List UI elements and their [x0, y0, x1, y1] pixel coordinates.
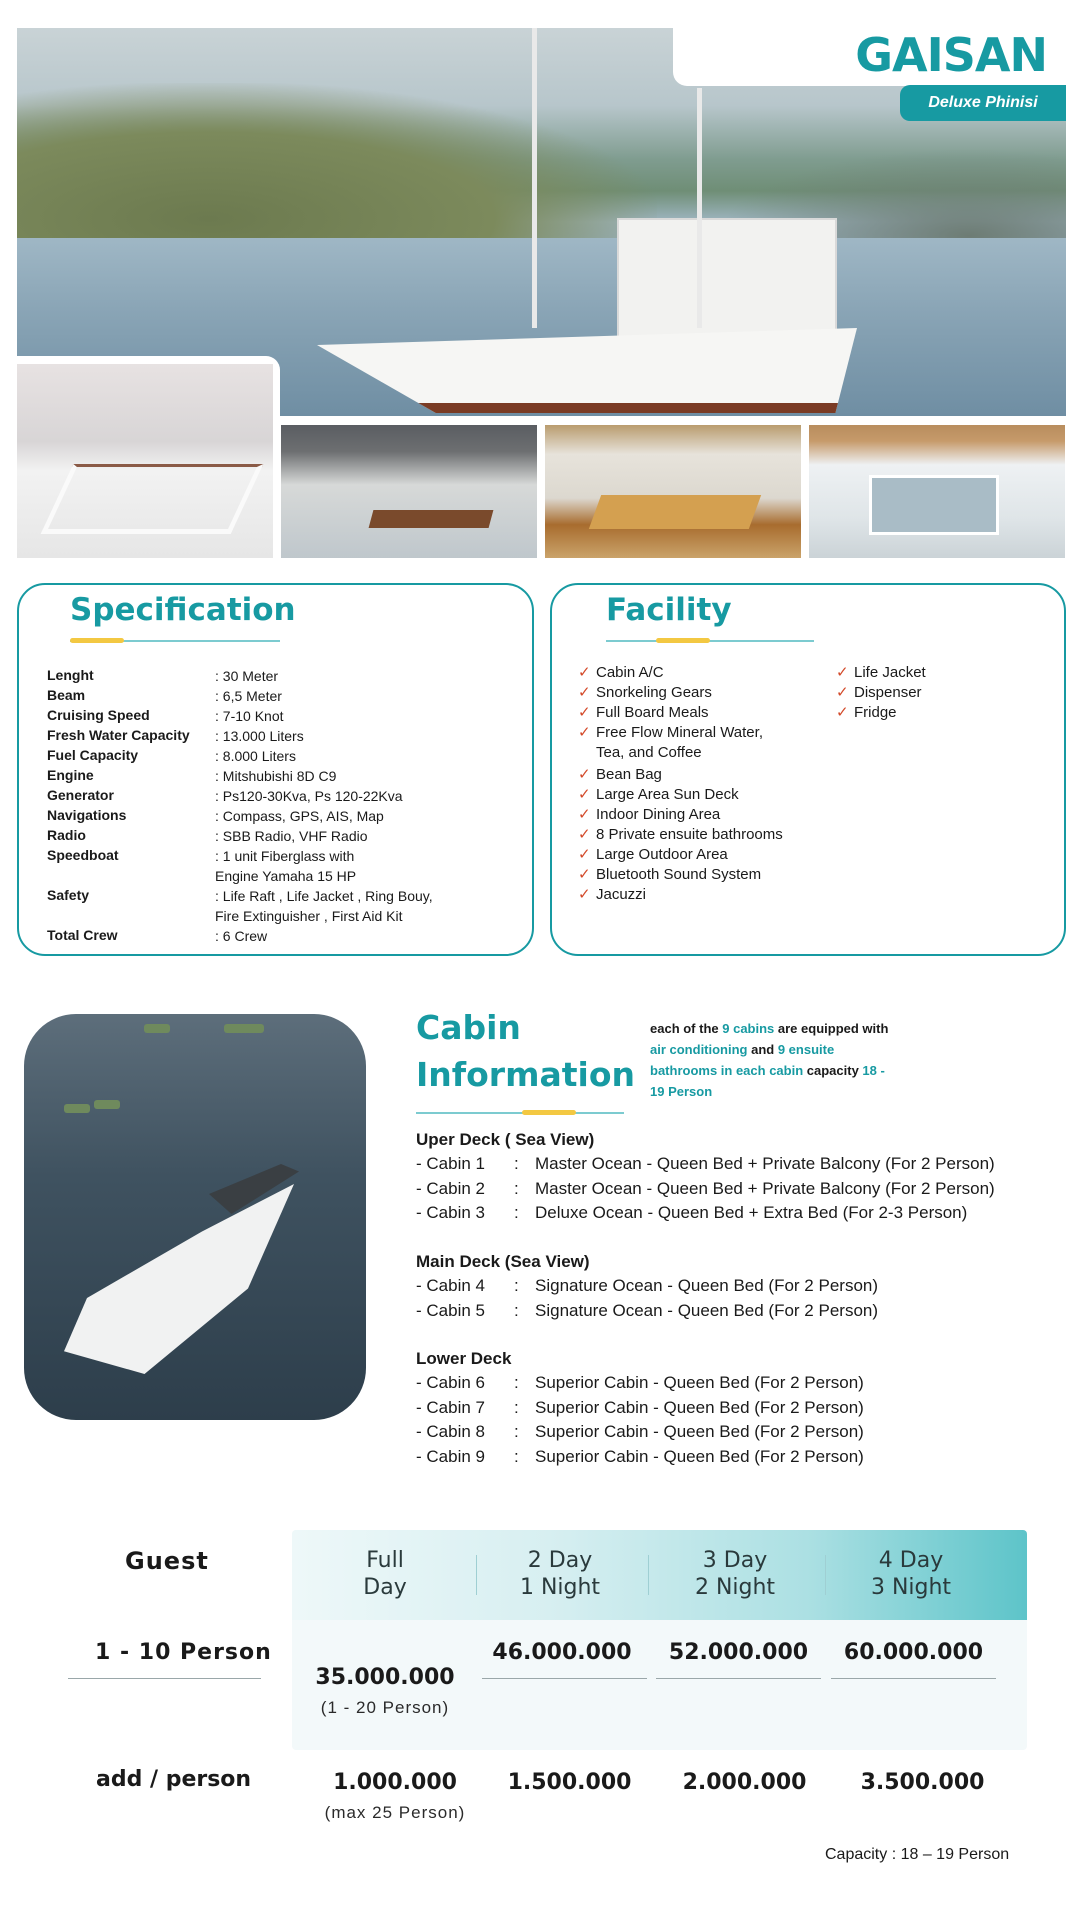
cabin-number: - Cabin 9: [416, 1446, 485, 1466]
cabin-description: Superior Cabin - Queen Bed (For 2 Person): [535, 1422, 864, 1441]
check-icon: ✓: [836, 684, 849, 701]
add-price-3day: 2.000.000: [682, 1770, 807, 1795]
boat-name-title: GAISAN: [855, 28, 1047, 82]
cabin-row: - Cabin 4 : Signature Ocean - Queen Bed (For 2 Person): [416, 1276, 879, 1295]
price-3day: 52.000.000: [668, 1640, 809, 1665]
guest-column-heading: Guest: [125, 1547, 209, 1575]
cabin-summary-note: each of the 9 cabins are equipped with air conditioning and 9 ensuite bathrooms in each cabin capacity 18 - 19 Person: [650, 1021, 889, 1099]
spec-value: : 8.000 Liters: [215, 748, 296, 764]
add-price-2day: 1.500.000: [507, 1770, 632, 1795]
cabin-number: - Cabin 2: [416, 1178, 485, 1198]
row-1-10-person-label: 1 - 10 Person: [95, 1640, 272, 1665]
cabin-description: Superior Cabin - Queen Bed (For 2 Person): [535, 1446, 864, 1466]
check-icon: ✓: [836, 704, 849, 721]
deck-title: Lower Deck: [416, 1349, 512, 1368]
spec-value: : 6 Crew: [215, 928, 268, 944]
check-icon: ✓: [578, 786, 591, 803]
cabin-row: - Cabin 7 : Superior Cabin - Queen Bed (For 2 Person): [416, 1397, 864, 1417]
column-2day-1night: 2 Day 1 Night: [519, 1548, 601, 1600]
outdoor-dining-photo: [281, 425, 537, 558]
facility-item: Indoor Dining Area: [596, 806, 721, 823]
facility-item: 8 Private ensuite bathrooms: [596, 826, 783, 843]
cabin-number: - Cabin 5: [416, 1300, 485, 1320]
price-4day: 60.000.000: [843, 1640, 984, 1665]
cabin-number: - Cabin 6: [416, 1373, 485, 1392]
specification-heading: Specification: [70, 592, 296, 628]
spec-label: Safety: [47, 887, 90, 903]
facility-item: Large Area Sun Deck: [596, 786, 739, 803]
check-icon: ✓: [578, 704, 591, 721]
cabin-description: Signature Ocean - Queen Bed (For 2 Person): [535, 1300, 879, 1320]
spec-label: Navigations: [47, 807, 127, 823]
facility-item: Full Board Meals: [596, 704, 709, 721]
facility-item: Snorkeling Gears: [596, 684, 712, 701]
add-price-4day: 3.500.000: [860, 1770, 985, 1795]
capacity-note: Capacity : 18 – 19 Person: [825, 1846, 1010, 1863]
cabin-number: - Cabin 1: [416, 1154, 485, 1173]
price-full-day-note: (1 - 20 Person): [320, 1698, 450, 1717]
spec-label: Fuel Capacity: [47, 747, 139, 763]
spec-value: : 1 unit Fiberglass with Engine Yamaha 15 HP: [215, 848, 357, 884]
cabin-row: - Cabin 5 : Signature Ocean - Queen Bed (For 2 Person): [416, 1300, 879, 1320]
cabin-number: - Cabin 8: [416, 1422, 485, 1441]
facility-item: Bluetooth Sound System: [596, 866, 762, 883]
spec-value: : Compass, GPS, AIS, Map: [215, 808, 384, 824]
cabin-description: Deluxe Ocean - Queen Bed + Extra Bed (For 2-3 Person): [535, 1203, 968, 1222]
add-price-note: (max 25 Person): [324, 1803, 466, 1822]
check-icon: ✓: [578, 886, 591, 903]
check-icon: ✓: [578, 846, 591, 863]
facility-item: Fridge: [854, 704, 897, 721]
cabin-description: Master Ocean - Queen Bed + Private Balcony (For 2 Person): [535, 1154, 995, 1173]
cabin-row: - Cabin 1 : Master Ocean - Queen Bed + Private Balcony (For 2 Person): [416, 1154, 995, 1173]
facility-item: Jacuzzi: [596, 886, 647, 903]
cabin-row: - Cabin 6 : Superior Cabin - Queen Bed (For 2 Person): [416, 1373, 864, 1392]
spec-value: : Ps120-30Kva, Ps 120-22Kva: [215, 788, 403, 804]
spec-label: Speedboat: [47, 847, 119, 863]
spec-label: Engine: [47, 767, 94, 783]
add-person-label: add / person: [96, 1767, 252, 1792]
facility-item: Cabin A/C: [596, 664, 664, 681]
price-full-day: 35.000.000: [315, 1665, 455, 1690]
spec-label: Beam: [47, 687, 86, 703]
spec-value: : 13.000 Liters: [215, 728, 304, 744]
deck-title: Uper Deck ( Sea View): [416, 1130, 595, 1149]
boat-class-badge: Deluxe Phinisi: [900, 85, 1066, 121]
aerial-boat-photo: [24, 1014, 366, 1420]
cabin-row: - Cabin 2 : Master Ocean - Queen Bed + Private Balcony (For 2 Person): [416, 1178, 995, 1198]
facility-item: Large Outdoor Area: [596, 846, 728, 863]
cabin-heading-line1: Cabin: [416, 1008, 521, 1047]
spec-label: Radio: [47, 827, 86, 843]
cabin-description: Master Ocean - Queen Bed + Private Balcony (For 2 Person): [535, 1178, 995, 1198]
cabin-row: - Cabin 9 : Superior Cabin - Queen Bed (For 2 Person): [416, 1446, 864, 1466]
spec-label: Fresh Water Capacity: [47, 727, 190, 743]
price-2day: 46.000.000: [492, 1640, 632, 1665]
column-4day-3night: 4 Day 3 Night: [870, 1548, 952, 1600]
cabin-row: - Cabin 8 : Superior Cabin - Queen Bed (For 2 Person): [416, 1422, 864, 1441]
check-icon: ✓: [578, 664, 591, 681]
spec-value: : 30 Meter: [215, 668, 279, 684]
spec-value: : SBB Radio, VHF Radio: [215, 828, 368, 844]
cabin-number: - Cabin 3: [416, 1203, 485, 1222]
facility-heading: Facility: [606, 592, 732, 628]
check-icon: ✓: [578, 866, 591, 883]
spec-label: Generator: [47, 787, 114, 803]
facility-item: Free Flow Mineral Water, Tea, and Coffee: [596, 724, 763, 761]
check-icon: ✓: [578, 826, 591, 843]
indoor-dining-photo: [545, 425, 801, 558]
cabin-number: - Cabin 7: [416, 1397, 485, 1417]
spec-value: : 6,5 Meter: [215, 688, 282, 704]
deck-title: Main Deck (Sea View): [416, 1252, 590, 1271]
cabin-row: - Cabin 3 : Deluxe Ocean - Queen Bed + Extra Bed (For 2-3 Person): [416, 1203, 968, 1222]
spec-value: : Life Raft , Life Jacket , Ring Bouy, Fire Extinguisher , First Aid Kit: [215, 888, 433, 924]
cabin-description: Superior Cabin - Queen Bed (For 2 Person): [535, 1373, 864, 1392]
spec-value: : Mitshubishi 8D C9: [215, 768, 337, 784]
spec-label: Cruising Speed: [47, 707, 150, 723]
wheelhouse-photo: [809, 425, 1065, 558]
cabin-heading-line2: Information: [416, 1055, 635, 1094]
check-icon: ✓: [836, 664, 849, 681]
spec-label: Total Crew: [47, 927, 118, 943]
facility-item: Bean Bag: [596, 766, 662, 783]
check-icon: ✓: [578, 766, 591, 783]
cabin-number: - Cabin 4: [416, 1276, 485, 1295]
facility-item: Dispenser: [854, 684, 922, 701]
spec-value: : 7-10 Knot: [215, 708, 284, 724]
facility-item: Life Jacket: [854, 664, 926, 681]
deck-jacuzzi-photo: [17, 364, 273, 558]
cabin-description: Signature Ocean - Queen Bed (For 2 Person): [535, 1276, 879, 1295]
check-icon: ✓: [578, 806, 591, 823]
cabin-description: Superior Cabin - Queen Bed (For 2 Person): [535, 1397, 864, 1417]
column-full-day: Full Day: [363, 1548, 407, 1600]
add-price-full-day: 1.000.000: [333, 1770, 457, 1795]
spec-label: Lenght: [47, 667, 94, 683]
check-icon: ✓: [578, 684, 591, 701]
check-icon: ✓: [578, 724, 591, 741]
column-3day-2night: 3 Day 2 Night: [694, 1548, 776, 1600]
